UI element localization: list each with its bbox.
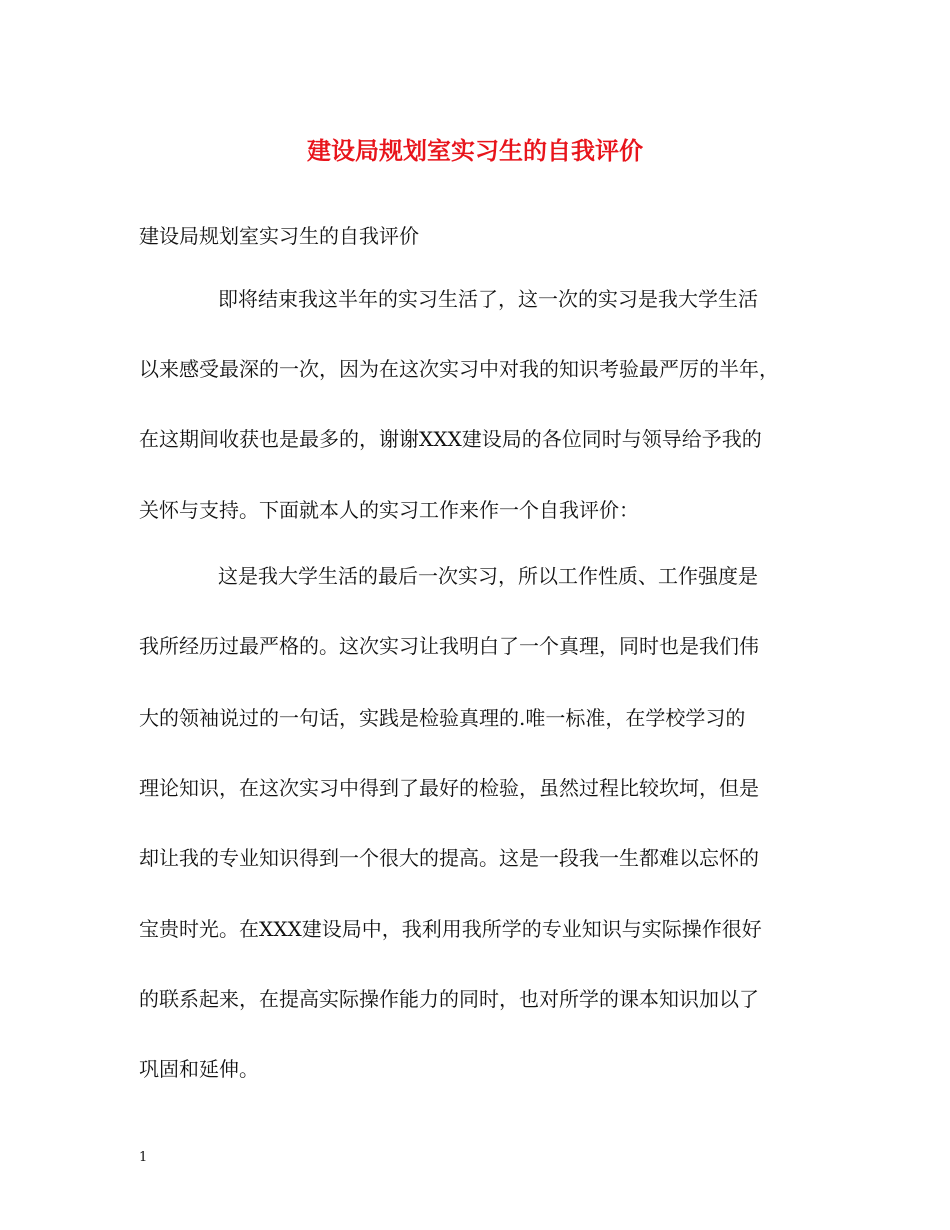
page-number: 1 xyxy=(139,1150,148,1165)
document-subtitle: 建设局规划室实习生的自我评价 xyxy=(139,224,419,248)
body-line: 以来感受最深的一次，因为在这次实习中对我的知识考验最严厉的半年， xyxy=(139,357,779,381)
body-line: 的联系起来，在提高实际操作能力的同时，也对所学的课本知识加以了 xyxy=(139,987,759,1011)
body-line: 巩固和延伸。 xyxy=(139,1057,259,1081)
body-line: 我所经历过最严格的。这次实习让我明白了一个真理，同时也是我们伟 xyxy=(139,634,759,658)
body-line: 却让我的专业知识得到一个很大的提高。这是一段我一生都难以忘怀的 xyxy=(139,846,759,870)
document-title: 建设局规划室实习生的自我评价 xyxy=(307,136,643,165)
body-line: 宝贵时光。在XXX建设局中，我利用我所学的专业知识与实际操作很好 xyxy=(139,917,762,941)
body-line: 关怀与支持。下面就本人的实习工作来作一个自我评价： xyxy=(139,498,639,522)
body-line: 在这期间收获也是最多的，谢谢XXX建设局的各位同时与领导给予我的 xyxy=(139,427,762,451)
body-line: 即将结束我这半年的实习生活了，这一次的实习是我大学生活 xyxy=(218,287,758,311)
body-line: 大的领袖说过的一句话，实践是检验真理的.唯一标准，在学校学习的 xyxy=(139,706,746,730)
body-line: 理论知识，在这次实习中得到了最好的检验，虽然过程比较坎坷，但是 xyxy=(139,776,759,800)
body-line: 这是我大学生活的最后一次实习，所以工作性质、工作强度是 xyxy=(218,564,758,588)
